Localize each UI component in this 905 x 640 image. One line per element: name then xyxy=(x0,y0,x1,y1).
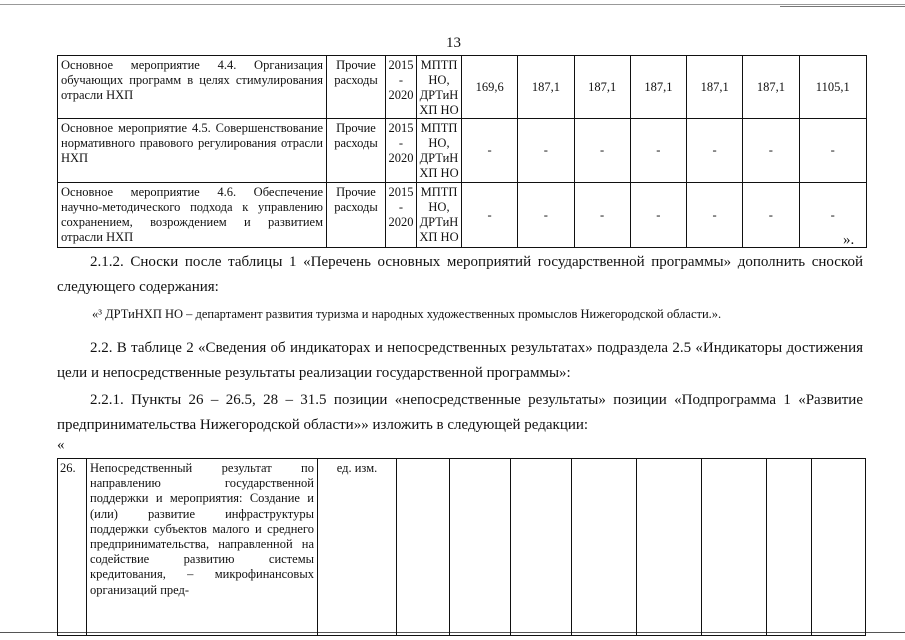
executor-line: ХП НО xyxy=(419,103,459,117)
empty-cell xyxy=(767,459,812,636)
activities-table xyxy=(57,55,867,248)
value-cell: - xyxy=(687,119,743,183)
indicators-table xyxy=(57,458,866,636)
executor-line: ХП НО xyxy=(419,166,459,180)
executor-line: МПТП xyxy=(420,121,458,135)
paragraph-2-2: 2.2. В таблице 2 «Сведения об индикаторах и непосредственных результатах» подраздела 2.5 «Индикаторы достижения цели и непосредственные результаты реализации государственной программы»: xyxy=(57,340,863,381)
executor-line: ДРТиН xyxy=(419,215,459,229)
activity-description: Основное мероприятие 4.6. Обеспечение научно-методического подхода к управлению сохранением, возрождением и развитием отрасли НХП xyxy=(58,183,327,248)
table-row xyxy=(58,459,866,636)
value-cell: - xyxy=(743,119,799,183)
period-cell xyxy=(386,119,417,183)
value-cell: - xyxy=(630,183,686,248)
executor-line: ДРТиН xyxy=(419,151,459,165)
opening-quote: « xyxy=(57,437,65,453)
empty-cell xyxy=(511,459,572,636)
row-number: 26. xyxy=(58,459,87,636)
executor-line: МПТП xyxy=(420,185,458,199)
value-cell: - xyxy=(574,119,630,183)
year-end: 2020 xyxy=(388,88,414,102)
year-dash: - xyxy=(398,136,404,150)
expense-category: Прочие расходы xyxy=(327,183,386,248)
empty-cell xyxy=(637,459,702,636)
year-dash: - xyxy=(398,200,404,214)
period-cell xyxy=(386,56,417,119)
total-cell: 1105,1 xyxy=(799,56,867,119)
value-cell: 187,1 xyxy=(630,56,686,119)
value-cell: - xyxy=(462,119,518,183)
total-cell: - xyxy=(799,183,867,248)
footnote-text: «³ ДРТиНХП НО – департамент развития туризма и народных художественных промыслов Нижегородской области.». xyxy=(92,307,722,321)
page-number: 13 xyxy=(446,35,461,51)
expense-category: Прочие расходы xyxy=(327,119,386,183)
value-cell: 169,6 xyxy=(462,56,518,119)
executor-line: МПТП xyxy=(420,58,458,72)
executor-line: ХП НО xyxy=(419,230,459,244)
year-start: 2015 xyxy=(388,58,414,72)
executor-cell xyxy=(417,183,462,248)
value-cell: 187,1 xyxy=(518,56,574,119)
value-cell: - xyxy=(743,183,799,248)
value-cell: - xyxy=(687,183,743,248)
year-end: 2020 xyxy=(388,151,414,165)
year-start: 2015 xyxy=(388,121,414,135)
executor-cell xyxy=(417,56,462,119)
value-cell: 187,1 xyxy=(743,56,799,119)
scan-edge-top-right xyxy=(780,6,905,7)
empty-cell xyxy=(812,459,866,636)
result-description: Непосредственный результат по направлению государственной поддержки и мероприятия: Создание и (или) развитие инфраструктуры поддержки субъектов малого и среднего предпринимательства, направленной на содействие развитию системы кредитования, – микрофинансовых организаций пред- xyxy=(87,459,318,636)
empty-cell xyxy=(702,459,767,636)
closing-quote: ». xyxy=(843,232,855,248)
year-dash: - xyxy=(398,73,404,87)
unit-cell: ед. изм. xyxy=(318,459,397,636)
paragraph-2-1-2: 2.1.2. Сноски после таблицы 1 «Перечень основных мероприятий государственной программы» дополнить сноской следующего содержания: xyxy=(57,254,863,295)
period-cell xyxy=(386,183,417,248)
value-cell: 187,1 xyxy=(574,56,630,119)
year-end: 2020 xyxy=(388,215,414,229)
executor-line: ДРТиН xyxy=(419,88,459,102)
table-row xyxy=(58,119,867,183)
empty-cell xyxy=(397,459,450,636)
scan-edge-top xyxy=(0,4,905,5)
table-row xyxy=(58,183,867,248)
year-start: 2015 xyxy=(388,185,414,199)
activity-description: Основное мероприятие 4.5. Совершенствование нормативного правового регулирования отрасли НХП xyxy=(58,119,327,183)
value-cell: - xyxy=(630,119,686,183)
executor-line: НО, xyxy=(428,73,450,87)
total-cell: - xyxy=(799,119,867,183)
value-cell: - xyxy=(574,183,630,248)
value-cell: 187,1 xyxy=(687,56,743,119)
value-cell: - xyxy=(518,119,574,183)
expense-category: Прочие расходы xyxy=(327,56,386,119)
empty-cell xyxy=(572,459,637,636)
paragraph-2-2-1: 2.2.1. Пункты 26 – 26.5, 28 – 31.5 позиции «непосредственные результаты» позиции «Подпрограмма 1 «Развитие предпринимательства Нижегородской области»» изложить в следующей редакции: xyxy=(57,392,863,433)
activity-description: Основное мероприятие 4.4. Организация обучающих программ в целях стимулирования отрасли НХП xyxy=(58,56,327,119)
executor-line: НО, xyxy=(428,136,450,150)
table-row xyxy=(58,56,867,119)
value-cell: - xyxy=(462,183,518,248)
executor-line: НО, xyxy=(428,200,450,214)
value-cell: - xyxy=(518,183,574,248)
executor-cell xyxy=(417,119,462,183)
empty-cell xyxy=(450,459,511,636)
